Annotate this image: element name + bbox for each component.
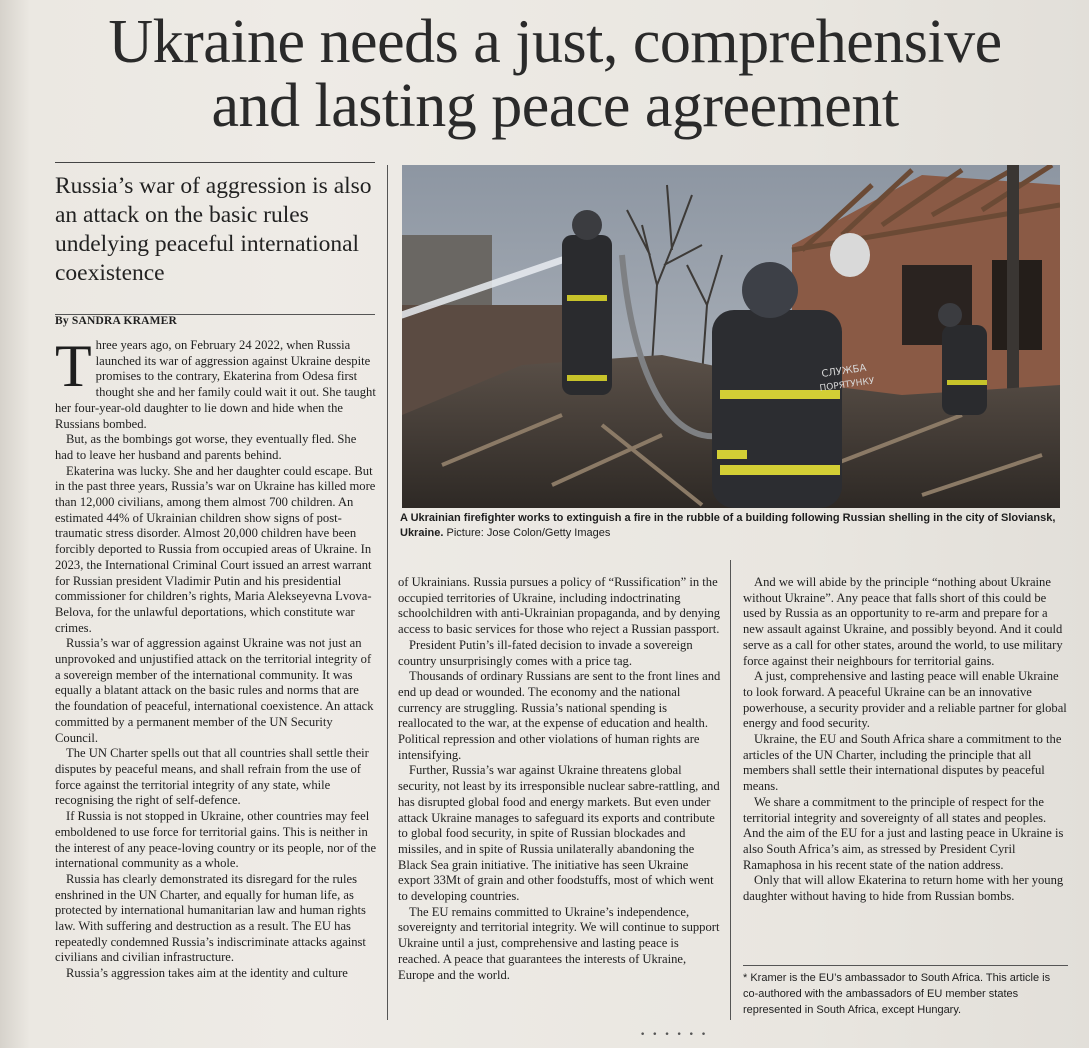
paragraph: Only that will allow Ekaterina to return home with her young daughter without having to hide from Russian bombs.: [743, 873, 1064, 904]
vest-text-1: СЛУЖБА: [820, 362, 868, 380]
photo-illustration: [402, 165, 1060, 508]
byline: [55, 315, 177, 327]
author-name: SANDRA KRAMER: [71, 315, 178, 327]
paragraph: The UN Charter spells out that all countries shall settle their disputes by peaceful means, and shall refrain from the use of force against the territorial integrity of any state, while recognising the right of self-defence.: [55, 746, 369, 808]
article-column-3: [743, 575, 1068, 905]
paragraph: If Russia is not stopped in Ukraine, other countries may feel emboldened to use force for territorial gains. This is neither in the interest of any peace-loving country or its people, nor of the international community as a whole.: [55, 809, 377, 871]
caption-text: A Ukrainian firefighter works to extinguish a fire in the rubble of a building following Russian shelling in the city of Sloviansk, Ukraine.: [400, 512, 1056, 539]
column-divider: [730, 560, 731, 1020]
drop-cap: T: [55, 333, 92, 399]
vest-text-2: ПОРЯТУНКУ: [819, 376, 876, 394]
firefighter-back: [562, 210, 612, 395]
headline-line-1: Ukraine needs a just, comprehensive: [108, 8, 1002, 76]
decorative-dots: • • • • • •: [640, 1030, 709, 1040]
paragraph: The EU remains committed to Ukraine’s independence, sovereignty and territorial integrity. We will continue to support Ukraine until a just, comprehensive and lasting peace is reached. A peace that guarantees the interests of Ukraine, Europe and the world.: [398, 904, 720, 982]
satellite-dish: [830, 233, 870, 277]
article-column-2: [398, 575, 722, 983]
paragraph: Russia’s aggression takes aim at the identity and culture: [66, 966, 348, 981]
column-divider: [387, 165, 388, 1020]
paragraph: Further, Russia’s war against Ukraine threatens global security, not least by its irresponsible nuclear sabre-rattling, and has disrupted global food and energy markets. But even under attack Ukraine manages to safeguard its exports and contribute to global food security, in spite of Russian blockades and missiles, and in spite of Russia unilaterally abandoning the Black Sea grain initiative. The initiative has seen Ukraine export 33Mt of grain and other foodstuffs, most of which went to developing countries.: [398, 763, 720, 904]
headline: [40, 10, 1070, 138]
subheading: Russia’s war of aggression is also an attack on the basic rules undelying peaceful international coexistence: [55, 173, 372, 286]
paragraph: of Ukrainians. Russia pursues a policy of “Russification” in the occupied territories of Ukraine, including indoctrinating schoolchildren with anti-Ukrainian propaganda, and by denying access to basic services for those who reject a Russian passport.: [398, 575, 721, 637]
paragraph: Russia’s war of aggression against Ukraine was not just an unprovoked and unjustified attack on the territorial integrity of a sovereign member of the international community. It was equally a blatant attack on the basic rules and norms that are the foundation of peaceful, international coexistence. An attack committed by a permanent member of the UN Security Council.: [55, 636, 374, 745]
paragraph: A just, comprehensive and lasting peace will enable Ukraine to look forward. A peaceful Ukraine can be an innovative powerhouse, a security provider and a reliable partner for global energy and food security.: [743, 669, 1067, 731]
news-photo-firefighters: [402, 165, 1060, 508]
byline-prefix: By: [55, 315, 69, 327]
author-footnote: * Kramer is the EU’s ambassador to South Africa. This article is co-authored with the ambassadors of EU member states represented in South Africa, except Hungary.: [743, 972, 1051, 1016]
subhead-top-rule: [55, 162, 375, 163]
paragraph: President Putin’s ill-fated decision to invade a sovereign country unsurprisingly comes with a price tag.: [398, 637, 693, 668]
paragraph: And we will abide by the principle “nothing about Ukraine without Ukraine”. Any peace that falls short of this could be used by Russia as an opportunity to re-arm and prepare for a new assault against Ukraine, and possibly beyond. And it could serve as a call for other states, around the world, to use military force against their neighbours for territorial gains.: [743, 575, 1063, 668]
paragraph: We share a commitment to the principle of respect for the territorial integrity and sovereignty of all states and peoples. And the aim of the EU for a just and lasting peace in Ukraine is also South Africa’s aim, as stressed by President Cyril Ramaphosa in his recent state of the nation address.: [743, 794, 1064, 872]
footnote-rule: [743, 965, 1068, 966]
article-column-1: [55, 333, 377, 982]
paragraph: But, as the bombings got worse, they eventually fled. She had to leave her husband and parents behind.: [55, 432, 357, 462]
paragraph: Ukraine, the EU and South Africa share a commitment to the articles of the UN Charter, including the principle that all members shall settle their international disputes by peaceful means.: [743, 732, 1062, 794]
paragraph: Ekaterina was lucky. She and her daughter could escape. But in the past three years, Russia’s war on Ukraine has killed more than 12,000 civilians, among them almost 700 children. An estimated 44% of Ukrainian children show signs of post-traumatic stress disorder. Almost 20,000 children have been forcibly deported to Russia from occupied areas of Ukraine. In 2023, the International Criminal Court issued an arrest warrant for Russian president Vladimir Putin and his presidential commissioner for children’s rights, Maria Alekseyevna Lvova-Belova, for the unlawful deportations, which constitute war crimes.: [55, 463, 376, 635]
headline-line-2: and lasting peace agreement: [211, 72, 899, 140]
photo-caption: [400, 511, 1065, 541]
lead-paragraph: [55, 333, 377, 432]
paragraph: Thousands of ordinary Russians are sent to the front lines and end up dead or wounded. The economy and the national currency are struggling. Russia’s national spending is reallocated to the war, at the expense of education and health. Political repression and other violations of human rights are intensifying.: [398, 669, 721, 762]
lead-text: hree years ago, on February 24 2022, when Russia launched its war of aggression against Ukraine despite promises to the contrary, Ekaterina from Odesa first thought she and her family could wait it out. She taught her four-year-old daughter to lie down and hide when the Russians bombed.: [55, 338, 376, 431]
paragraph: Russia has clearly demonstrated its disregard for the rules enshrined in the UN Charter, and equally for human life, as protected by international humanitarian law and human rights law. With suffering and destruction as a result. The EU has repeatedly condemned Russia’s indiscriminate attacks against civilians and civilian infrastructure.: [55, 871, 366, 965]
photo-credit: Picture: Jose Colon/Getty Images: [446, 527, 611, 539]
